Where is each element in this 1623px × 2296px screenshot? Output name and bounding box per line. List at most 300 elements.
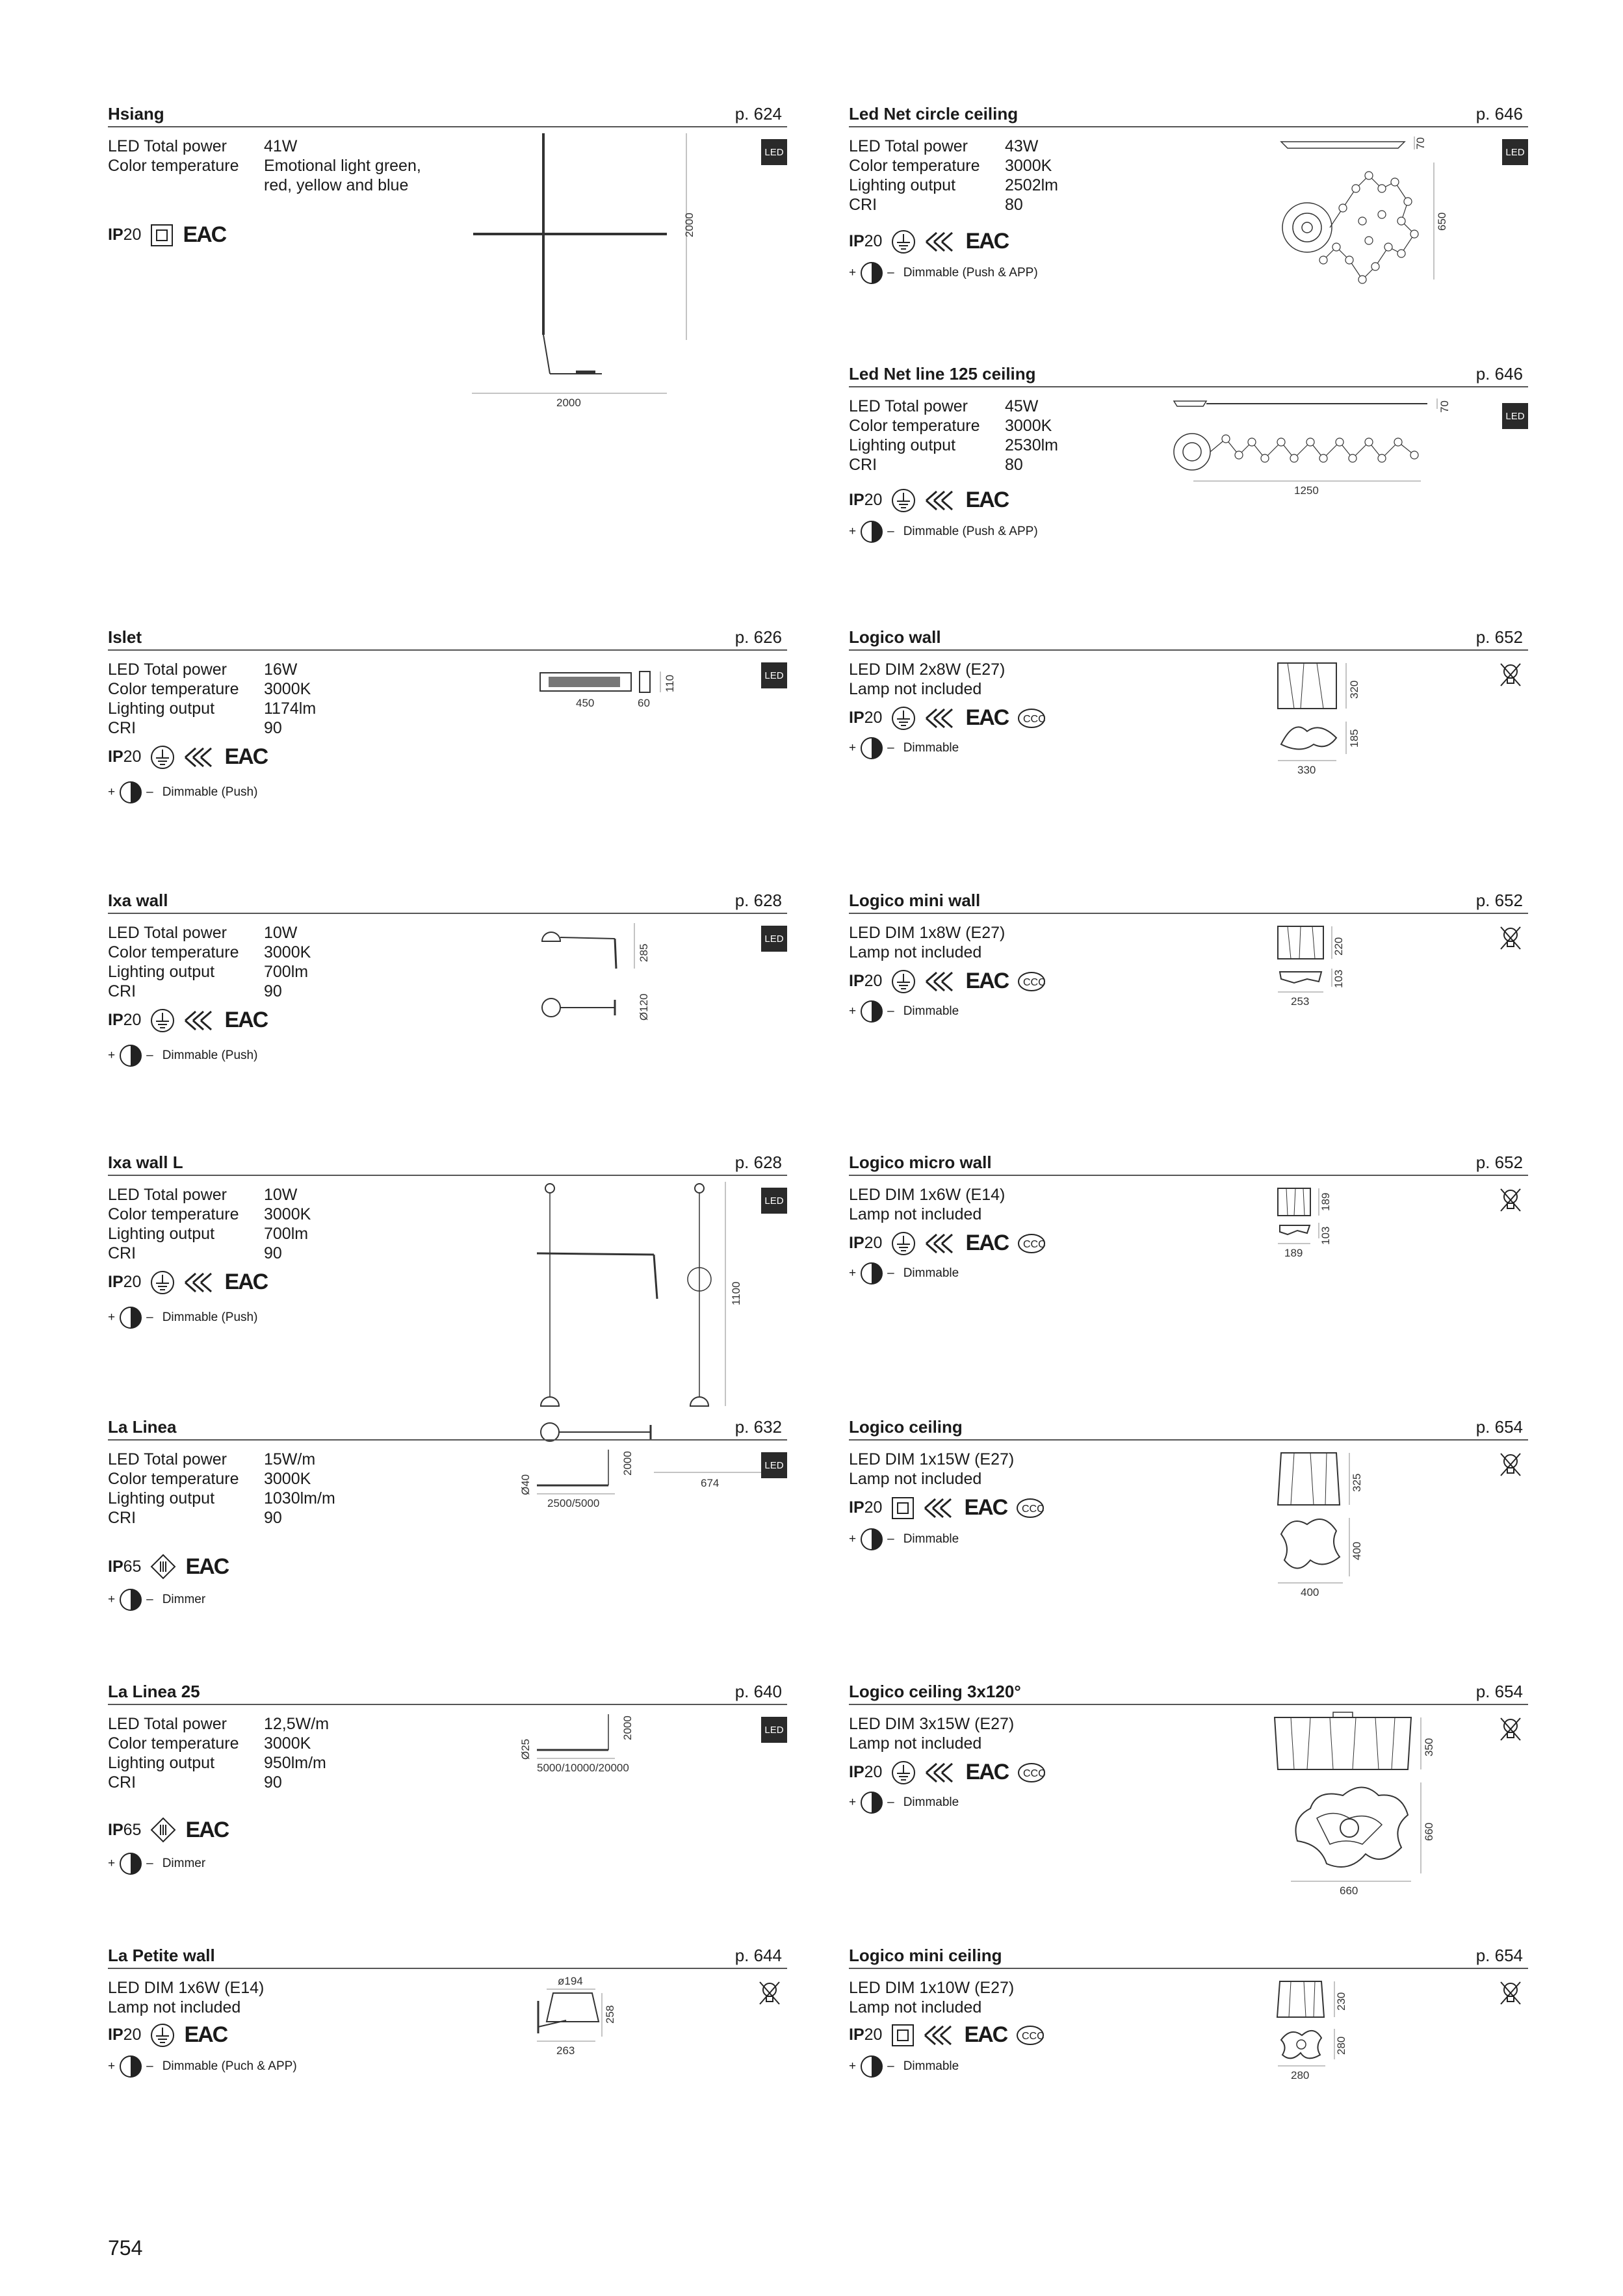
entry-header bbox=[108, 891, 787, 914]
page-reference: p. 654 bbox=[1475, 1417, 1523, 1437]
eac-mark: EAC bbox=[965, 1231, 1009, 1255]
spec-list bbox=[849, 1185, 1005, 1224]
rating-icons bbox=[849, 969, 1046, 994]
lamp-note: Lamp not included bbox=[849, 680, 982, 698]
spec-label: Color temperature bbox=[108, 1734, 239, 1753]
led-badge: LED bbox=[761, 926, 787, 952]
dimension-label: 230 bbox=[1335, 1992, 1347, 2011]
spec-value: 80 bbox=[1005, 456, 1023, 474]
dimension-label: 60 bbox=[638, 697, 650, 709]
lamp-not-included-icon bbox=[1500, 1717, 1522, 1743]
product-name: Logico mini wall bbox=[849, 891, 981, 910]
entry-logico-ceiling bbox=[849, 1417, 1528, 1598]
ccc-mark-icon bbox=[1017, 708, 1046, 729]
dimmable-info: + – Dimmable (Push & APP) bbox=[849, 520, 1038, 543]
page-reference: p. 652 bbox=[1475, 1153, 1523, 1172]
lamp-not-included-icon bbox=[1500, 1981, 1522, 2007]
product-drawing bbox=[511, 1450, 680, 1521]
page-reference: p. 628 bbox=[734, 1153, 782, 1172]
emc-mark-icon bbox=[925, 707, 956, 730]
dimmable-info: + – Dimmable bbox=[849, 1000, 959, 1023]
ip-rating: IP20 bbox=[849, 2026, 883, 2044]
entry-header bbox=[849, 1417, 1528, 1441]
dimension-label: 1100 bbox=[730, 1281, 742, 1305]
eac-mark: EAC bbox=[964, 1495, 1007, 1520]
svg-text:CCC: CCC bbox=[1023, 713, 1046, 725]
rating-icons bbox=[108, 222, 226, 248]
svg-text:CCC: CCC bbox=[1023, 1768, 1046, 1779]
spec-list bbox=[849, 923, 1005, 962]
page-reference: p. 640 bbox=[734, 1682, 782, 1701]
spec-list bbox=[849, 397, 1180, 475]
lamp-not-included-icon bbox=[1500, 662, 1522, 688]
led-badge: LED bbox=[1502, 139, 1528, 165]
entry-header bbox=[108, 1682, 787, 1705]
product-drawing bbox=[1275, 660, 1405, 790]
lamp-not-included-icon bbox=[759, 1981, 781, 2007]
eac-mark: EAC bbox=[965, 1760, 1009, 1784]
spec-value: 1174lm bbox=[264, 699, 317, 718]
rating-icons bbox=[108, 1008, 267, 1033]
entry-logico-wall bbox=[849, 627, 1528, 776]
spec-label: CRI bbox=[108, 1773, 136, 1792]
spec-label: LED Total power bbox=[108, 924, 227, 942]
dimension-label: 2000 bbox=[683, 213, 695, 237]
entry-la-petite-wall bbox=[108, 1946, 787, 2073]
dimmable-info: + – Dimmable (Push) bbox=[108, 1044, 257, 1067]
spec-value: Emotional light green, bbox=[264, 157, 421, 175]
spec-value: 90 bbox=[264, 1773, 282, 1792]
dimmer-icon bbox=[860, 1528, 883, 1551]
earth-ground-icon bbox=[891, 1760, 916, 1785]
spec-value: 45W bbox=[1005, 397, 1039, 415]
lamp-spec: LED DIM 3x15W (E27) bbox=[849, 1715, 1015, 1733]
spec-label: Lighting output bbox=[108, 1754, 215, 1772]
dimmer-icon bbox=[860, 261, 883, 285]
spec-list bbox=[108, 1714, 439, 1792]
dimension-label: 189 bbox=[1284, 1247, 1303, 1259]
product-drawing bbox=[537, 666, 706, 718]
dimmer-icon bbox=[119, 1852, 142, 1875]
spec-value: 3000K bbox=[264, 680, 311, 698]
entry-logico-mini-wall bbox=[849, 891, 1528, 1018]
led-badge: LED bbox=[761, 1452, 787, 1478]
spec-label: Lighting output bbox=[108, 1489, 215, 1507]
dimmer-icon bbox=[860, 520, 883, 543]
spec-label: LED Total power bbox=[108, 660, 227, 679]
rating-icons bbox=[849, 1495, 1045, 1520]
entry-header bbox=[849, 1682, 1528, 1705]
emc-mark-icon bbox=[184, 746, 215, 769]
dimension-label: 325 bbox=[1351, 1473, 1363, 1492]
product-name: La Linea bbox=[108, 1417, 177, 1437]
product-name: Logico micro wall bbox=[849, 1153, 992, 1172]
spec-value: 90 bbox=[264, 982, 282, 1000]
dimmable-info: + – Dimmable (Push) bbox=[108, 781, 257, 804]
lamp-note: Lamp not included bbox=[849, 1998, 982, 2016]
spec-label: LED Total power bbox=[108, 1715, 227, 1733]
rating-icons bbox=[108, 1270, 267, 1295]
dimension-label: 220 bbox=[1332, 937, 1345, 956]
svg-text:CCC: CCC bbox=[1023, 976, 1046, 988]
page-reference: p. 628 bbox=[734, 891, 782, 910]
spec-value: 90 bbox=[264, 1244, 282, 1262]
spec-value: 2530lm bbox=[1005, 436, 1058, 454]
led-badge: LED bbox=[1502, 403, 1528, 429]
spec-value: 90 bbox=[264, 719, 282, 737]
dimension-label: 253 bbox=[1291, 995, 1310, 1008]
product-drawing bbox=[1275, 1450, 1405, 1638]
dimension-label: 70 bbox=[1438, 400, 1451, 413]
emc-mark-icon bbox=[184, 1009, 215, 1032]
spec-value: 80 bbox=[1005, 196, 1023, 214]
earth-ground-icon bbox=[891, 229, 916, 254]
dimension-label: 103 bbox=[1332, 969, 1345, 988]
spec-list bbox=[849, 1714, 1014, 1753]
dimmer-icon bbox=[860, 2055, 883, 2078]
lamp-not-included-icon bbox=[1500, 1188, 1522, 1214]
dimension-label: 189 bbox=[1319, 1192, 1332, 1211]
spec-label: Color temperature bbox=[108, 943, 239, 961]
spec-label: CRI bbox=[108, 982, 136, 1000]
spec-value: red, yellow and blue bbox=[264, 176, 409, 194]
spec-value: 3000K bbox=[264, 1205, 311, 1223]
rating-icons bbox=[849, 2022, 1045, 2048]
eac-mark: EAC bbox=[965, 969, 1009, 993]
spec-list bbox=[108, 1450, 439, 1528]
dimension-label: 2500/5000 bbox=[547, 1497, 600, 1509]
dimension-label: 450 bbox=[576, 697, 595, 709]
ccc-mark-icon bbox=[1016, 1498, 1045, 1519]
spec-value: 3000K bbox=[1005, 417, 1052, 435]
product-name: Led Net circle ceiling bbox=[849, 104, 1019, 124]
entry-header bbox=[108, 1153, 787, 1176]
class-iii-icon bbox=[150, 1554, 176, 1580]
lamp-spec: LED DIM 1x15W (E27) bbox=[849, 1450, 1015, 1468]
spec-list bbox=[849, 660, 1005, 699]
spec-list bbox=[849, 1978, 1014, 2017]
entry-logico-ceiling-3x120 bbox=[849, 1682, 1528, 1897]
earth-ground-icon bbox=[891, 706, 916, 731]
dimension-label: 285 bbox=[638, 943, 650, 962]
lamp-not-included-icon bbox=[1500, 1452, 1522, 1478]
product-name: Ixa wall L bbox=[108, 1153, 183, 1172]
earth-ground-icon bbox=[891, 1231, 916, 1256]
dimension-label: 110 bbox=[664, 674, 676, 692]
earth-ground-icon bbox=[150, 1008, 175, 1033]
dimmable-info: + – Dimmable bbox=[849, 1528, 959, 1551]
dimension-label: 280 bbox=[1335, 2036, 1347, 2055]
eac-mark: EAC bbox=[224, 1008, 268, 1032]
spec-value: 2502lm bbox=[1005, 176, 1058, 194]
spec-value: 10W bbox=[264, 924, 298, 942]
emc-mark-icon bbox=[925, 970, 956, 993]
entry-led-net-line-125-ceiling bbox=[849, 364, 1528, 538]
earth-ground-icon bbox=[150, 745, 175, 770]
lamp-spec: LED DIM 1x6W (E14) bbox=[849, 1186, 1006, 1204]
dimension-label: 650 bbox=[1436, 212, 1448, 231]
eac-mark: EAC bbox=[965, 229, 1009, 254]
rating-icons bbox=[108, 2022, 227, 2048]
page-reference: p. 646 bbox=[1475, 364, 1523, 384]
dimension-label: 1250 bbox=[1294, 484, 1319, 497]
emc-mark-icon bbox=[925, 489, 956, 512]
spec-label: Color temperature bbox=[849, 157, 980, 175]
spec-value: 700lm bbox=[264, 1225, 309, 1243]
page-reference: p. 646 bbox=[1475, 104, 1523, 124]
led-badge: LED bbox=[761, 662, 787, 688]
entry-header bbox=[849, 891, 1528, 914]
spec-label: LED Total power bbox=[108, 137, 227, 155]
spec-label: Lighting output bbox=[108, 963, 215, 981]
dimmable-info: + – Dimmer bbox=[108, 1588, 205, 1611]
spec-label: Color temperature bbox=[108, 1470, 239, 1488]
dimension-label: 2000 bbox=[556, 397, 581, 409]
spec-value: 16W bbox=[264, 660, 298, 679]
ccc-mark-icon bbox=[1017, 971, 1046, 992]
dimmer-icon bbox=[860, 1791, 883, 1814]
emc-mark-icon bbox=[184, 1271, 215, 1294]
led-badge: LED bbox=[761, 1717, 787, 1743]
page-reference: p. 652 bbox=[1475, 891, 1523, 910]
dimmer-icon bbox=[119, 2055, 142, 2078]
product-drawing bbox=[1275, 1978, 1392, 2108]
earth-ground-icon bbox=[150, 2023, 175, 2048]
entry-logico-micro-wall bbox=[849, 1153, 1528, 1280]
ip-rating: IP20 bbox=[108, 1273, 142, 1291]
page-reference: p. 632 bbox=[734, 1417, 782, 1437]
entry-la-linea-25 bbox=[108, 1682, 787, 1870]
entry-header bbox=[108, 1417, 787, 1441]
ip-rating: IP20 bbox=[108, 748, 142, 766]
dimension-label: 320 bbox=[1348, 680, 1360, 699]
ip-rating: IP65 bbox=[108, 1557, 142, 1576]
lamp-spec: LED DIM 1x6W (E14) bbox=[108, 1979, 265, 1997]
lamp-spec: LED DIM 1x8W (E27) bbox=[849, 924, 1006, 942]
spec-value: 90 bbox=[264, 1509, 282, 1527]
spec-value: 3000K bbox=[264, 1734, 311, 1753]
page-reference: p. 652 bbox=[1475, 627, 1523, 647]
entry-header bbox=[108, 1946, 787, 1969]
page-reference: p. 644 bbox=[734, 1946, 782, 1965]
lamp-spec: LED DIM 1x10W (E27) bbox=[849, 1979, 1015, 1997]
ip-rating: IP65 bbox=[108, 1820, 142, 1839]
lamp-spec: LED DIM 2x8W (E27) bbox=[849, 660, 1006, 679]
dimmer-icon bbox=[119, 781, 142, 804]
eac-mark: EAC bbox=[185, 1554, 229, 1579]
spec-value: 41W bbox=[264, 137, 298, 155]
entry-header bbox=[849, 104, 1528, 127]
spec-label: Color temperature bbox=[108, 680, 239, 698]
ip-rating: IP20 bbox=[108, 1011, 142, 1029]
class-iii-icon bbox=[150, 1817, 176, 1843]
page-reference: p. 626 bbox=[734, 627, 782, 647]
spec-list bbox=[108, 923, 439, 1001]
spec-label: Lighting output bbox=[849, 176, 956, 194]
rating-icons bbox=[849, 229, 1008, 254]
dimension-label: 400 bbox=[1351, 1541, 1363, 1560]
entry-header bbox=[108, 627, 787, 651]
lamp-note: Lamp not included bbox=[849, 943, 982, 961]
ccc-mark-icon bbox=[1017, 1233, 1046, 1254]
rating-icons bbox=[108, 744, 267, 770]
rating-icons bbox=[108, 1817, 228, 1843]
entry-ixa-wall bbox=[108, 891, 787, 1062]
emc-mark-icon bbox=[925, 230, 956, 254]
product-drawing bbox=[1275, 923, 1392, 1034]
spec-list bbox=[108, 137, 439, 195]
ip-rating: IP20 bbox=[108, 226, 142, 244]
lamp-not-included-icon bbox=[1500, 926, 1522, 952]
entry-header bbox=[849, 1946, 1528, 1969]
product-name: Hsiang bbox=[108, 104, 164, 124]
entry-header bbox=[849, 1153, 1528, 1176]
eac-mark: EAC bbox=[184, 2022, 227, 2047]
eac-mark: EAC bbox=[185, 1817, 229, 1842]
dimmer-icon bbox=[119, 1044, 142, 1067]
ip-rating: IP20 bbox=[849, 1763, 883, 1781]
spec-label: Lighting output bbox=[849, 436, 956, 454]
ip-rating: IP20 bbox=[849, 709, 883, 727]
eac-mark: EAC bbox=[965, 488, 1009, 512]
spec-label: LED Total power bbox=[849, 137, 968, 155]
product-drawing bbox=[1278, 137, 1486, 312]
product-name: La Linea 25 bbox=[108, 1682, 200, 1701]
product-drawing bbox=[530, 1182, 764, 1442]
dimension-label: Ø25 bbox=[519, 1738, 532, 1760]
dimmable-info: + – Dimmable (Push & APP) bbox=[849, 261, 1038, 285]
class-ii-icon bbox=[891, 2024, 915, 2047]
dimmer-icon bbox=[860, 1262, 883, 1285]
spec-label: LED Total power bbox=[849, 397, 968, 415]
dimension-label: 280 bbox=[1291, 2069, 1310, 2081]
ip-rating: IP20 bbox=[849, 1498, 883, 1517]
eac-mark: EAC bbox=[964, 2022, 1007, 2047]
spec-label: CRI bbox=[849, 196, 877, 214]
spec-label: Lighting output bbox=[108, 699, 215, 718]
dimension-label: 2000 bbox=[621, 1451, 634, 1476]
entry-header bbox=[108, 104, 787, 127]
class-ii-icon bbox=[891, 1496, 915, 1520]
eac-mark: EAC bbox=[224, 744, 268, 769]
product-drawing bbox=[472, 133, 771, 413]
ip-rating: IP20 bbox=[849, 232, 883, 250]
product-name: La Petite wall bbox=[108, 1946, 215, 1965]
spec-value: 43W bbox=[1005, 137, 1039, 155]
rating-icons bbox=[849, 1231, 1046, 1256]
dimension-label: 674 bbox=[701, 1477, 720, 1489]
spec-label: Lighting output bbox=[108, 1225, 215, 1243]
dimension-label: 330 bbox=[1297, 764, 1316, 776]
entry-hsiang bbox=[108, 104, 787, 409]
svg-text:CCC: CCC bbox=[1022, 2030, 1045, 2042]
entry-islet bbox=[108, 627, 787, 799]
dimension-label: 660 bbox=[1340, 1885, 1358, 1897]
dimension-label: Ø40 bbox=[519, 1474, 532, 1495]
spec-list bbox=[849, 1450, 1014, 1489]
led-badge: LED bbox=[761, 139, 787, 165]
rating-icons bbox=[849, 488, 1008, 513]
dimension-label: 5000/10000/20000 bbox=[537, 1762, 629, 1774]
eac-mark: EAC bbox=[183, 222, 226, 247]
product-drawing bbox=[1271, 1711, 1453, 1932]
dimension-label: 263 bbox=[556, 2044, 575, 2057]
spec-value: 10W bbox=[264, 1186, 298, 1204]
ccc-mark-icon bbox=[1017, 1762, 1046, 1783]
spec-label: CRI bbox=[108, 719, 136, 737]
dimension-label: 660 bbox=[1423, 1822, 1435, 1841]
spec-value: 950lm/m bbox=[264, 1754, 326, 1772]
page-reference: p. 624 bbox=[734, 104, 782, 124]
spec-value: 700lm bbox=[264, 963, 309, 981]
dimmable-info: + – Dimmable (Puch & APP) bbox=[108, 2055, 297, 2078]
spec-list bbox=[108, 660, 439, 738]
spec-list bbox=[108, 1185, 439, 1263]
dimension-label: 70 bbox=[1414, 137, 1427, 150]
dimmable-info: + – Dimmable bbox=[849, 1262, 959, 1285]
spec-value: 15W/m bbox=[264, 1450, 316, 1468]
eac-mark: EAC bbox=[965, 705, 1009, 730]
eac-mark: EAC bbox=[224, 1270, 268, 1294]
entry-header bbox=[849, 627, 1528, 651]
lamp-note: Lamp not included bbox=[849, 1470, 982, 1488]
emc-mark-icon bbox=[924, 1496, 955, 1520]
spec-label: CRI bbox=[108, 1244, 136, 1262]
product-name: Ixa wall bbox=[108, 891, 168, 910]
spec-value: 3000K bbox=[264, 943, 311, 961]
rating-icons bbox=[108, 1554, 228, 1580]
lamp-note: Lamp not included bbox=[849, 1205, 982, 1223]
product-drawing bbox=[530, 1975, 660, 2079]
page-reference: p. 654 bbox=[1475, 1946, 1523, 1965]
spec-value: 1030lm/m bbox=[264, 1489, 335, 1507]
dimension-label: 103 bbox=[1319, 1226, 1332, 1245]
product-drawing bbox=[1275, 1185, 1392, 1289]
dimension-label: ø194 bbox=[558, 1975, 583, 1987]
spec-list bbox=[849, 137, 1180, 215]
emc-mark-icon bbox=[925, 1232, 956, 1255]
dimension-label: 258 bbox=[604, 2005, 616, 2024]
emc-mark-icon bbox=[925, 1761, 956, 1784]
ip-rating: IP20 bbox=[849, 972, 883, 990]
spec-value: 3000K bbox=[1005, 157, 1052, 175]
earth-ground-icon bbox=[891, 488, 916, 513]
dimension-label: 2000 bbox=[621, 1715, 634, 1740]
dimmer-icon bbox=[860, 737, 883, 760]
svg-text:CCC: CCC bbox=[1023, 1238, 1046, 1250]
class-ii-icon bbox=[150, 224, 174, 247]
dimmer-icon bbox=[119, 1306, 142, 1329]
spec-label: CRI bbox=[108, 1509, 136, 1527]
spec-value: 3000K bbox=[264, 1470, 311, 1488]
dimension-label: Ø120 bbox=[638, 993, 650, 1021]
product-drawing bbox=[511, 1714, 680, 1786]
earth-ground-icon bbox=[150, 1270, 175, 1295]
dimension-label: 350 bbox=[1423, 1738, 1435, 1756]
spec-label: LED Total power bbox=[108, 1186, 227, 1204]
dimension-label: 400 bbox=[1301, 1586, 1319, 1598]
entry-header bbox=[849, 364, 1528, 387]
product-name: Logico wall bbox=[849, 627, 941, 647]
spec-label: Color temperature bbox=[108, 1205, 239, 1223]
spec-label: LED Total power bbox=[108, 1450, 227, 1468]
product-name: Logico mini ceiling bbox=[849, 1946, 1002, 1965]
rating-icons bbox=[849, 1760, 1046, 1785]
product-drawing bbox=[537, 923, 667, 1034]
product-name: Led Net line 125 ceiling bbox=[849, 364, 1036, 384]
spec-label: Color temperature bbox=[108, 157, 239, 175]
product-name: Logico ceiling 3x120° bbox=[849, 1682, 1021, 1701]
